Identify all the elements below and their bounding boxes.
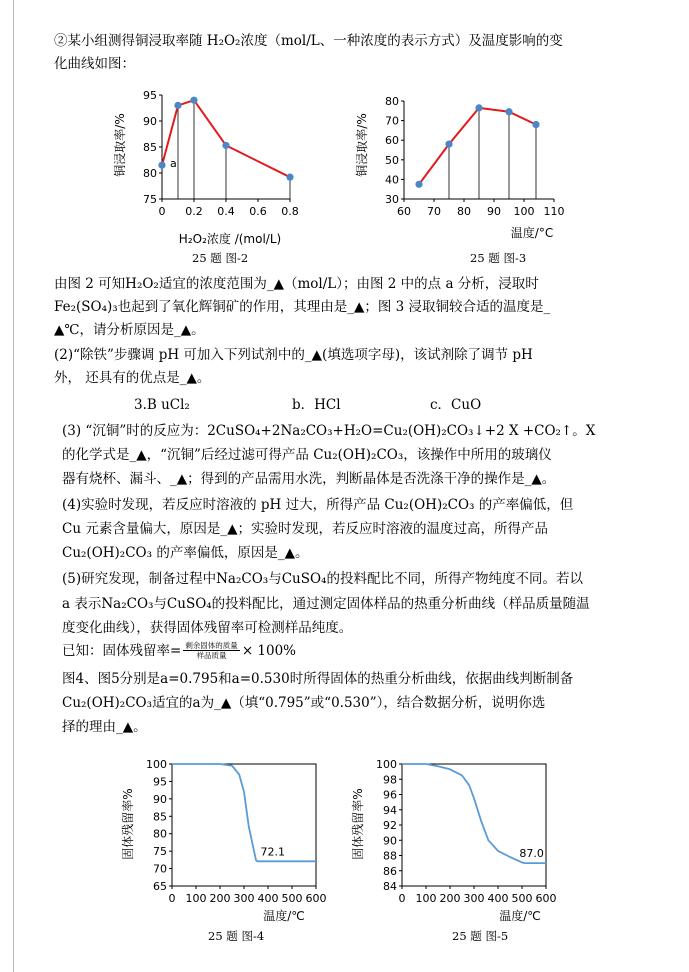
x-tick-label: 0.2 [185,205,203,218]
y-tick-label: 60 [385,134,399,148]
y-tick-label: 95 [153,775,167,789]
chart-fig4 [118,752,338,932]
plateau-value-label: 87.0 [519,847,544,861]
y-tick-label: 98 [383,773,397,787]
y-tick-label: 80 [385,95,399,108]
y-tick-label: 70 [153,862,167,876]
intro-line-1: ②某小组测得铜浸取率随 H₂O₂浓度（mol/L、一种浓度的表示方式）及温度影响的变 [54,33,563,49]
x-tick-label: 600 [305,892,327,905]
y-tick-label: 90 [153,792,167,806]
x-tick-label: 110 [543,205,565,218]
data-point [445,141,452,148]
x-tick-label: 500 [511,892,533,905]
x-tick-label: 0 [398,892,406,905]
data-point [415,181,422,188]
plateau-value-label: 72.1 [260,845,286,859]
x-tick-label: 400 [487,892,509,905]
y-tick-label: 100 [376,758,397,771]
y-tick-label: 94 [383,803,397,817]
y-tick-label: 95 [143,89,157,102]
q2-line-1: (2)“除铁”步骤调 pH 可加入下列试剂中的_▲(填选项字母)，该试剂除了调节 pH [54,347,533,363]
q5-line-6: 择的理由_▲。 [62,719,147,735]
series-line [419,108,536,184]
y-tick-label: 75 [153,845,167,859]
y-axis-label: 铜浸取率/% [355,113,369,177]
y-tick-label: 92 [383,819,397,832]
plot-frame [402,764,546,886]
y-axis-label: 固体残留率% [351,788,365,860]
caption-fig3: 25 题 图-3 [470,251,527,265]
x-axis-label: 温度/°C [510,226,554,240]
q3-line-3: 器有烧杯、漏斗、_▲；得到的产品需用水洗，判断晶体是否洗涤干净的操作是_▲。 [62,471,556,487]
y-axis-label: 铜浸取率/% [113,113,127,177]
y-tick-label: 50 [385,153,399,167]
x-axis-label: 温度/℃ [263,909,305,923]
x-tick-label: 60 [397,205,411,218]
para-1-line-2: Fe₂(SO₄)₃也起到了氧化辉铜矿的作用，其理由是_▲；图 3 浸取铜较合适的温度是_ [54,299,551,315]
q5-line-5: Cu₂(OH)₂CO₃适宜的a为_▲（填“0.795”或“0.530”），结合数据分析，说明你选 [62,695,546,711]
intro-line-2: 化曲线如图： [54,56,135,72]
q5-line-4: 图4、图5分别是a=0.795和a=0.530时所得固体的热重分析曲线，依据曲线判断制备 [62,671,574,687]
q5-line-2: a 表示Na₂CO₃与CuSO₄的投料配比，通过测定固体样品的热重分析曲线（样品质量随温 [62,596,590,612]
x-tick-label: 200 [209,892,231,905]
y-tick-label: 86 [383,864,397,878]
chart-fig5 [348,752,568,932]
y-tick-label: 40 [385,173,399,187]
data-point [158,162,165,169]
plot-frame [172,764,316,886]
x-tick-label: 70 [427,205,441,218]
q5-line-1: (5)研究发现，制备过程中Na₂CO₃与CuSO₄的投料配比不同，所得产物纯度不同。若以 [62,571,583,587]
caption-fig5: 25 题 图-5 [452,929,509,943]
x-tick-label: 80 [457,205,471,218]
data-point [174,102,181,109]
point-a-label: a [170,157,177,171]
y-tick-label: 84 [383,880,397,893]
y-tick-label: 88 [383,849,397,863]
data-point [532,121,539,128]
known-formula-prefix: 已知：固体残留率= [62,642,182,659]
y-tick-label: 65 [153,880,167,893]
fraction-numerator: 剩余固体的质量 [185,641,238,650]
data-point [222,142,229,149]
y-tick-label: 100 [146,758,167,771]
data-point [190,97,197,104]
y-tick-label: 30 [385,193,399,206]
option-a: 3.B uCl₂ [134,397,190,413]
y-tick-label: 75 [143,193,157,206]
y-tick-label: 90 [383,834,397,848]
x-axis-label: 温度/℃ [499,909,541,923]
y-axis-label: 固体残留率% [121,788,135,860]
q2-line-2: 外， 还具有的优点是_▲。 [54,370,211,386]
y-tick-label: 85 [153,810,167,824]
x-tick-label: 0 [158,205,166,218]
q4-line-1: (4)实验时发现，若反应时溶液的 pH 过大，所得产品 Cu₂(OH)₂CO₃ 的产率偏低，但 [62,497,574,513]
known-formula-suffix: × 100% [241,642,297,659]
y-tick-label: 96 [383,788,397,802]
y-tick-label: 80 [153,827,167,841]
x-tick-label: 300 [233,892,255,905]
x-tick-label: 0.8 [281,205,299,218]
chart-fig3 [352,85,582,255]
q4-line-3: Cu₂(OH)₂CO₃ 的产率偏低，原因是_▲。 [62,545,309,561]
x-axis-label: H₂O₂浓度 /(mol/L) [178,232,282,246]
x-tick-label: 90 [487,205,501,218]
x-tick-label: 100 [185,892,207,905]
option-c: c．CuO [430,397,482,413]
x-tick-label: 0 [168,892,176,905]
para-1-line-3: ▲℃，请分析原因是_▲。 [54,322,205,338]
x-tick-label: 100 [513,205,535,218]
page-margin-line [13,0,14,972]
y-tick-label: 70 [385,114,399,128]
caption-fig4: 25 题 图-4 [208,929,265,943]
x-tick-label: 100 [415,892,437,905]
x-tick-label: 0.4 [217,205,235,218]
q5-line-3: 度变化曲线），获得固体残留率可检测样品纯度。 [62,620,353,636]
fraction [183,641,240,660]
q3-line-2: 的化学式是_▲，“沉铜”后经过滤可得产品 Cu₂(OH)₂CO₃，该操作中所用的玻璃仪 [62,447,552,463]
y-tick-label: 80 [143,167,157,180]
x-tick-label: 500 [281,892,303,905]
fraction-denominator: 样品质量 [196,651,227,660]
x-tick-label: 400 [257,892,279,905]
q3-line-1: (3) “沉铜”时的反应为：2CuSO₄+2Na₂CO₃+H₂O=Cu₂(OH)₂CO₃↓+2 X +CO₂↑。X [62,423,596,439]
y-tick-label: 90 [143,115,157,128]
x-tick-label: 200 [439,892,461,905]
data-point [286,174,293,181]
q4-line-2: Cu 元素含量偏大，原因是_▲；实验时发现，若反应时溶液的温度过高，所得产品 [62,521,548,537]
x-tick-label: 300 [463,892,485,905]
data-point [475,104,482,111]
series-line [172,764,316,861]
y-tick-label: 85 [143,141,157,154]
para-1-line-1: 由图 2 可知H₂O₂适宜的浓度范围为_▲（mol/L）；由图 2 中的点 a 分析，浸取时 [54,276,539,292]
caption-fig2: 25 题 图-2 [192,251,249,265]
x-tick-label: 0.6 [249,205,267,218]
option-b: b．HCl [292,397,341,413]
x-tick-label: 600 [535,892,557,905]
known-formula [62,641,296,660]
data-point [505,108,512,115]
chart-fig2 [110,85,340,255]
